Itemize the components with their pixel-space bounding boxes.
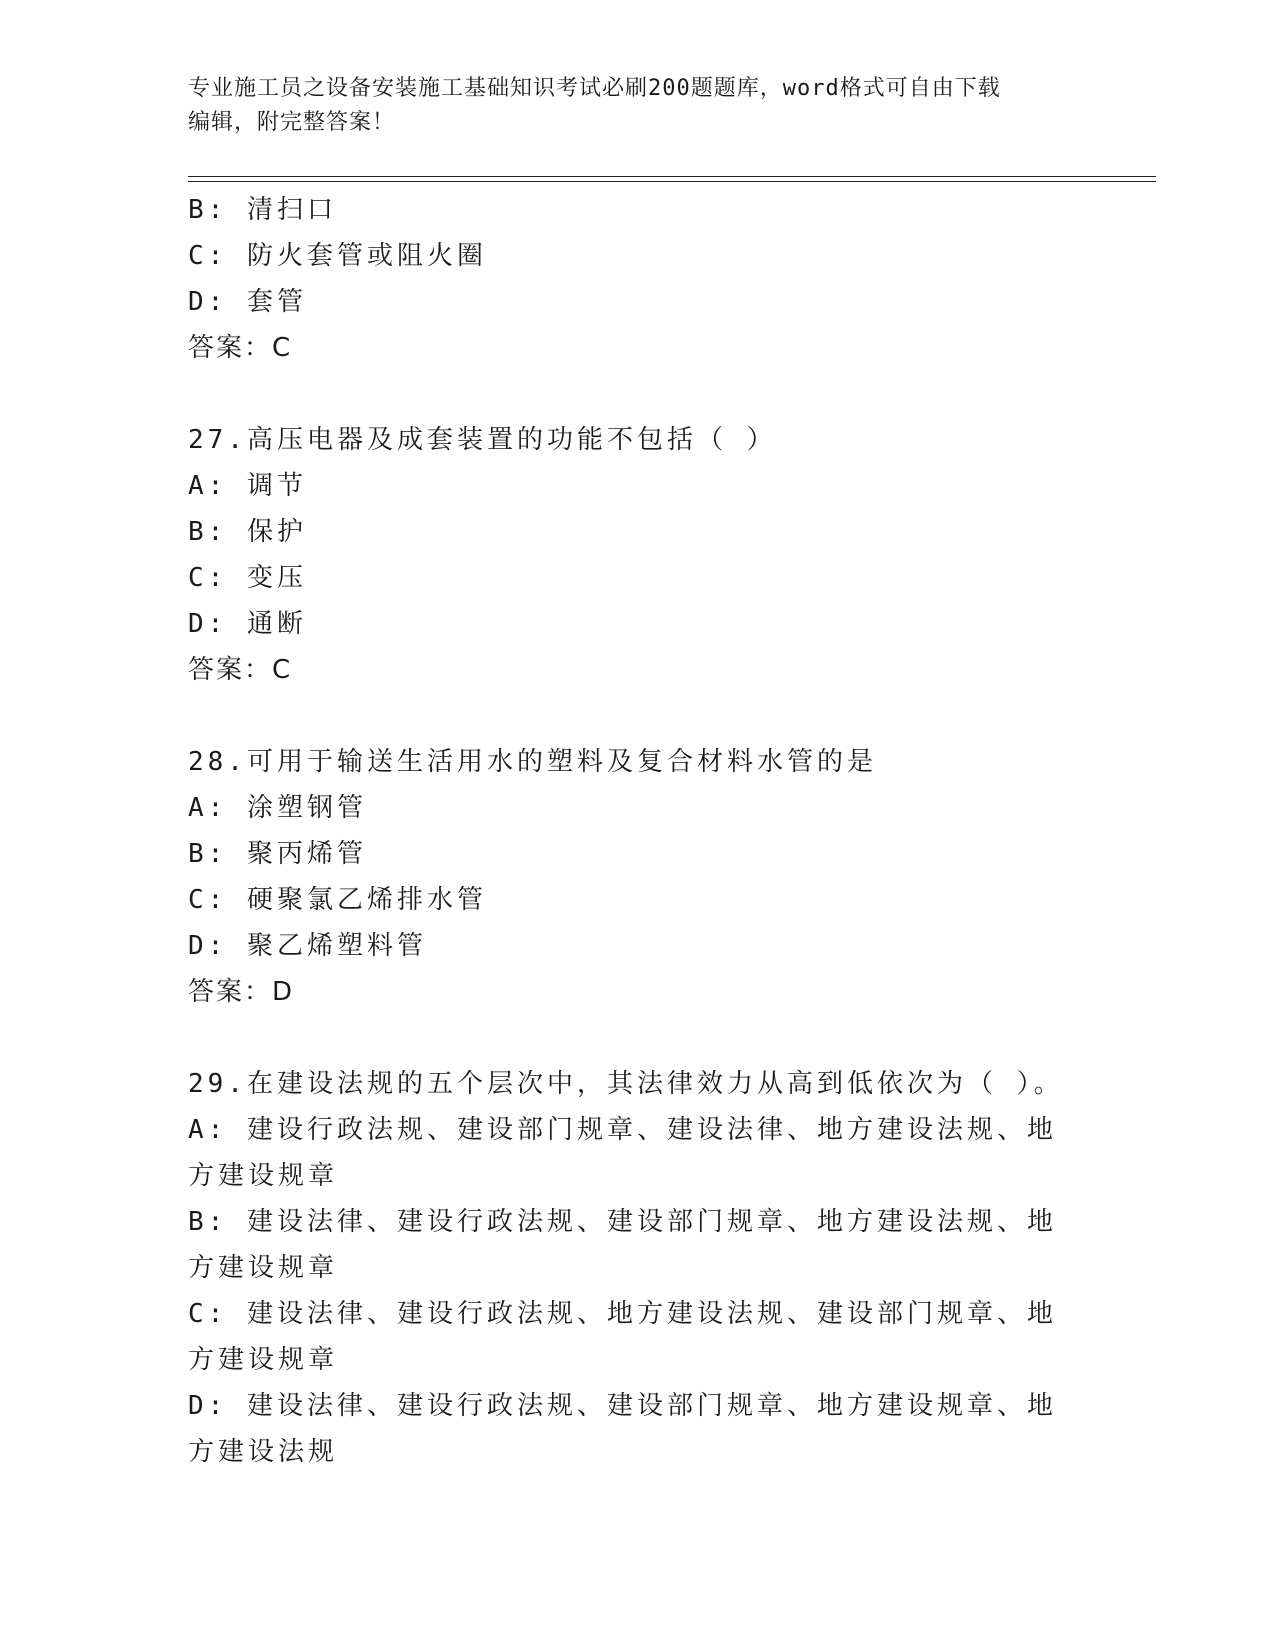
option-c: C: 防火套管或阻火圈 xyxy=(188,241,487,271)
option-c: C: 硬聚氯乙烯排水管 xyxy=(188,885,487,915)
question-26-continued xyxy=(188,187,1088,371)
question-28 xyxy=(188,739,1088,1015)
question-stem: 27.高压电器及成套装置的功能不包括（ ） xyxy=(188,425,777,455)
answer-line: 答案：C xyxy=(188,655,293,685)
header-title-line-2: 编辑，附完整答案！ xyxy=(188,110,396,135)
option-c: C: 建设法律、建设行政法规、地方建设法规、建设部门规章、地方建设规章 xyxy=(188,1299,1057,1375)
option-d: D: 聚乙烯塑料管 xyxy=(188,931,427,961)
option-c: C: 变压 xyxy=(188,563,307,593)
spacer xyxy=(188,693,1088,739)
option-b: B: 建设法律、建设行政法规、建设部门规章、地方建设法规、地方建设规章 xyxy=(188,1207,1057,1283)
option-a: A: 建设行政法规、建设部门规章、建设法律、地方建设法规、地方建设规章 xyxy=(188,1115,1057,1191)
option-b: B: 保护 xyxy=(188,517,307,547)
option-b: B: 清扫口 xyxy=(188,195,337,225)
spacer xyxy=(188,371,1088,417)
question-29 xyxy=(188,1061,1088,1475)
option-b: B: 聚丙烯管 xyxy=(188,839,367,869)
header-title-line-1: 专业施工员之设备安装施工基础知识考试必刷200题题库，word格式可自由下载 xyxy=(188,76,1001,101)
question-stem: 29.在建设法规的五个层次中，其法律效力从高到低依次为（ ）。 xyxy=(188,1069,1064,1099)
spacer xyxy=(188,1015,1088,1061)
question-content xyxy=(188,187,1088,1475)
header-divider-top xyxy=(188,176,1156,177)
option-d: D: 套管 xyxy=(188,287,307,317)
header-divider-bottom xyxy=(188,181,1156,182)
option-d: D: 通断 xyxy=(188,609,307,639)
option-a: A: 涂塑钢管 xyxy=(188,793,367,823)
option-a: A: 调节 xyxy=(188,471,307,501)
document-header xyxy=(188,72,1088,140)
question-27 xyxy=(188,417,1088,693)
option-d: D: 建设法律、建设行政法规、建设部门规章、地方建设规章、地方建设法规 xyxy=(188,1391,1057,1467)
question-stem: 28.可用于输送生活用水的塑料及复合材料水管的是 xyxy=(188,747,877,777)
answer-line: 答案：D xyxy=(188,977,295,1007)
answer-line: 答案：C xyxy=(188,333,293,363)
